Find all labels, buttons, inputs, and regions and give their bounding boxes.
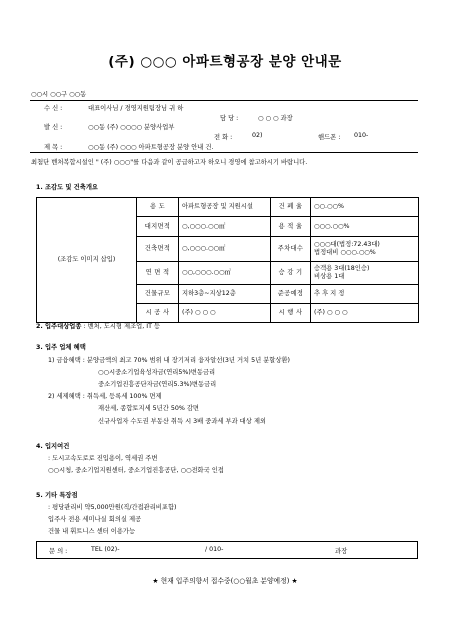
table-cell-value: ○,○○○.○○㎡	[179, 217, 271, 237]
table-row	[37, 198, 419, 217]
table-cell-label: 승 강 기	[271, 262, 311, 285]
contact-label: 담 당 :	[220, 115, 239, 122]
section1-heading: 1. 조감도 및 건축개요	[36, 184, 99, 191]
notice-text: ★ 현재 입주의향서 접수중(○○월초 분양예정) ★	[152, 577, 298, 585]
table-cell-label: 용 적 율	[271, 217, 311, 237]
to-label: 수 신 :	[44, 105, 63, 112]
inquiry-label: 문 의 :	[49, 548, 68, 555]
table-cell-label: 건물규모	[137, 285, 179, 304]
header-top-rule	[30, 100, 418, 101]
from-value: ○○동 (주) ○○○○ 분양사업부	[88, 124, 175, 131]
parking-ratio: 법정대비 ○○○.○○%	[314, 249, 376, 256]
mobile-label: 핸드폰 :	[318, 134, 341, 141]
table-cell-label: 시 공 사	[137, 304, 179, 323]
table-cell-value: ○○○.○○%	[311, 217, 419, 237]
intro-text: 최첨단 벤처복합시설인 " (주) ○○○"를 다음과 같이 공급하고자 하오니 경영에 참고하시기 바랍니다.	[31, 159, 308, 166]
table-cell-value: 지하3층~지상12층	[179, 285, 271, 304]
building-overview-table	[36, 197, 419, 323]
header-bottom-rule	[30, 152, 418, 153]
table-cell-label: 대지면적	[137, 217, 179, 237]
inquiry-box	[36, 541, 418, 559]
table-cell-label: 건 폐 율	[271, 198, 311, 217]
table-cell-label: 주차대수	[271, 237, 311, 262]
document-title: (주) ○○○ 아파트형공장 분양 안내문	[108, 54, 342, 70]
phone-value: 02)	[252, 132, 263, 139]
subject-label: 제 목 :	[44, 144, 63, 151]
emergency-elevator: 비상용 1대	[314, 273, 345, 280]
from-label: 발 신 :	[44, 124, 63, 131]
aerial-view-placeholder: (조감도 이미지 삽입)	[37, 198, 137, 323]
section2-heading: 2. 입주대상업종	[36, 323, 82, 330]
to-value: 대표이사님 / 경영지원팀장님 귀 하	[88, 105, 184, 112]
list-item: 건물 내 휘트니스 센터 이용가능	[48, 528, 136, 535]
mobile-value: 010-	[354, 132, 369, 139]
table-cell-value: ○○.○○%	[311, 198, 419, 217]
table-cell-value: ○,○○○.○○㎡	[179, 237, 271, 262]
subject-value: ○○동 (주) ○○○ 아파트형공장 분양 안내 건.	[88, 144, 214, 151]
table-cell-value: ○○,○○○.○○㎡	[179, 262, 271, 285]
list-item: ○○시청, 중소기업지원센터, 중소기업진흥공단, ○○전화국 인접	[48, 467, 224, 474]
table-cell-value: 아파트형공장 및 지원시설	[179, 198, 271, 217]
inquiry-tel: TEL (02)-	[91, 546, 120, 553]
section5-heading: 5. 기타 특장점	[36, 492, 78, 499]
phone-label: 전 화 :	[214, 134, 233, 141]
location-text: ○○시 ○○구 ○○동	[31, 91, 87, 98]
list-item: 재산세, 종합토지세 5년간 50% 감면	[98, 405, 200, 412]
list-item: 신규사업자 수도권 부동산 취득 시 3배 중과세 부과 대상 제외	[98, 418, 267, 425]
list-item: : 도시고속도로로 진입용이, 역세권 주변	[48, 455, 158, 462]
table-cell-value	[311, 262, 419, 285]
parking-count: ○○○대(법정:72.43대)	[314, 241, 380, 248]
section2-text: : 벤처, 도시형 제조업, IT 등	[81, 323, 161, 330]
table-cell-label: 시 행 사	[271, 304, 311, 323]
section3-heading: 3. 입주 업체 혜택	[36, 344, 86, 351]
list-item: : 평당관리비 약5,000만원(직/간접관리비포함)	[48, 504, 177, 511]
list-item: 2) 세제혜택 : 취득세, 등록세 100% 면제	[48, 393, 162, 400]
inquiry-mobile: / 010-	[205, 546, 224, 553]
passenger-elevator: 승객용 3대(18인승)	[314, 265, 370, 272]
section2-block	[36, 321, 160, 330]
table-cell-value: (주) ○ ○ ○	[179, 304, 271, 323]
table-cell-value: (주) ○ ○ ○	[311, 304, 419, 323]
table-cell-label: 용 도	[137, 198, 179, 217]
section4-heading: 4. 입지여건	[36, 443, 70, 450]
table-cell-value	[311, 237, 419, 262]
list-item: 1) 금융혜택 : 분양금액의 최고 70% 범위 내 장기저리 융자알선(3년 거치 5년 분할상환)	[48, 357, 291, 364]
list-item: 입주사 전용 세미나실 회의실 제공	[48, 516, 142, 523]
table-cell-value: 추 후 지 정	[311, 285, 419, 304]
table-cell-label: 연 면 적	[137, 262, 179, 285]
list-item: 중소기업진흥공단자금(연리5.3%)변동금리	[98, 381, 217, 388]
table-cell-label: 준공예정	[271, 285, 311, 304]
list-item: ○○시중소기업육성자금(연리5%)변동금리	[98, 369, 216, 376]
contact-value: ○ ○ ○ 과장	[258, 115, 293, 122]
inquiry-title: 과장	[335, 548, 348, 555]
table-cell-label: 건축면적	[137, 237, 179, 262]
